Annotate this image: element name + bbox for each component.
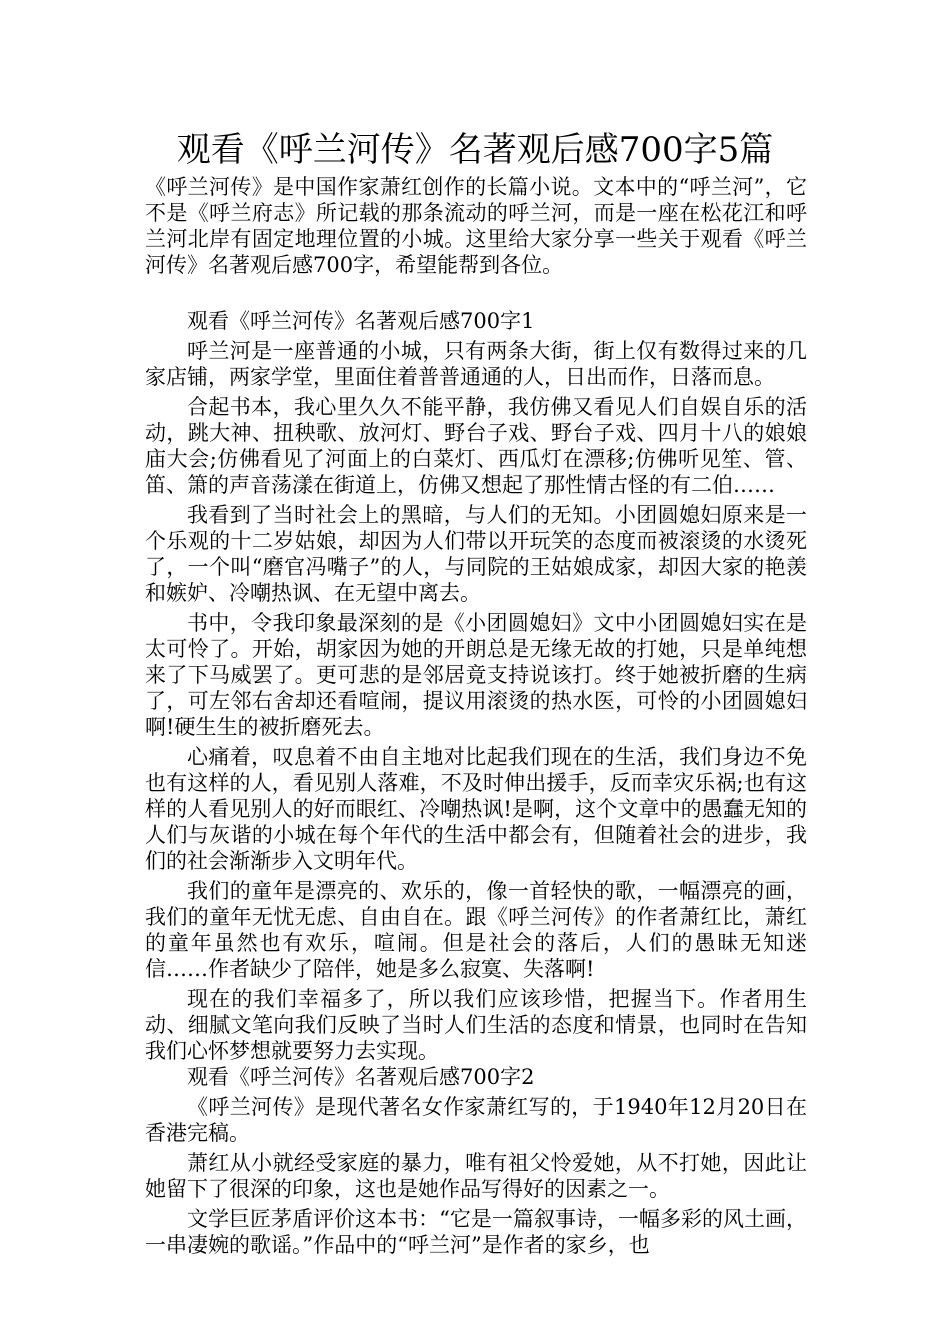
section-heading: 观看《呼兰河传》名著观后感700字2 bbox=[187, 1065, 535, 1089]
body-paragraph: 书中，令我印象最深刻的是《小团圆媳妇》文中小团圆媳妇实在是太可怜了。开始，胡家因为她的开朗总是无缘无故的打她，只是单纯想来了下马威罢了。更可悲的是邻居竟支持说该打。终于她被折磨的生病了，可左邻右舍却还看喧闹，提议用滚烫的热水医，可怜的小团圆媳妇啊!硬生生的被折磨死去。 bbox=[145, 611, 807, 739]
body-paragraph: 文学巨匠茅盾评价这本书：“它是一篇叙事诗，一幅多彩的风土画，一串凄婉的歌谣。”作品中的“呼兰河”是作者的家乡，也 bbox=[145, 1207, 807, 1257]
body-paragraph: 我们的童年是漂亮的、欢乐的，像一首轻快的歌，一幅漂亮的画，我们的童年无忧无虑、自由自在。跟《呼兰河传》的作者萧红比，萧红的童年虽然也有欢乐，喧闹。但是社会的落后，人们的愚昧无知迷信……作者缺少了陪伴，她是多么寂寞、失落啊! bbox=[145, 879, 807, 981]
body-paragraph: 《呼兰河传》是现代著名女作家萧红写的，于1940年12月20日在香港完稿。 bbox=[145, 1095, 807, 1145]
body-paragraph: 合起书本，我心里久久不能平静，我仿佛又看见人们自娱自乐的活动，跳大神、扭秧歌、放河灯、野台子戏、野台子戏、四月十八的娘娘庙大会;仿佛看见了河面上的白菜灯、西瓜灯在漂移;仿佛听见笙、管、笛、箫的声音荡漾在街道上，仿佛又想起了那性情古怪的有二伯…… bbox=[145, 395, 807, 497]
document-title: 观看《呼兰河传》名著观后感700字5篇 bbox=[176, 130, 774, 170]
body-paragraph: 我看到了当时社会上的黑暗，与人们的无知。小团圆媳妇原来是一个乐观的十二岁姑娘，却因为人们带以开玩笑的态度而被滚烫的水烫死了，一个叫“磨官冯嘴子”的人，与同院的王姑娘成家，却因大家的艳羡和嫉妒、冷嘲热讽、在无望中离去。 bbox=[145, 503, 807, 605]
body-paragraph: 萧红从小就经受家庭的暴力，唯有祖父怜爱她，从不打她，因此让她留下了很深的印象，这也是她作品写得好的因素之一。 bbox=[145, 1151, 807, 1201]
essay-section-2 bbox=[145, 1064, 807, 1258]
section-heading: 观看《呼兰河传》名著观后感700字1 bbox=[187, 309, 535, 333]
intro-paragraph: 《呼兰河传》是中国作家萧红创作的长篇小说。文本中的“呼兰河”，它不是《呼兰府志》所记载的那条流动的呼兰河，而是一座在松花江和呼兰河北岸有固定地理位置的小城。这里给大家分享一些关于观看《呼兰河传》名著观后感700字，希望能帮到各位。 bbox=[145, 175, 807, 277]
body-paragraph: 呼兰河是一座普通的小城，只有两条大街，街上仅有数得过来的几家店铺，两家学堂，里面住着普普通通的人，日出而作，日落而息。 bbox=[145, 339, 807, 389]
section-spacer bbox=[145, 278, 807, 308]
body-paragraph: 现在的我们幸福多了，所以我们应该珍惜，把握当下。作者用生动、细腻文笔向我们反映了当时人们生活的态度和情景，也同时在告知我们心怀梦想就要努力去实现。 bbox=[145, 987, 807, 1063]
document-body bbox=[145, 174, 807, 1258]
essay-section-1 bbox=[145, 308, 807, 1064]
body-paragraph: 心痛着，叹息着不由自主地对比起我们现在的生活，我们身边不免也有这样的人，看见别人落难，不及时伸出援手，反而幸灾乐祸;也有这样的人看见别人的好而眼红、冷嘲热讽!是啊，这个文章中的愚蠢无知的人们与灰谐的小城在每个年代的生活中都会有，但随着社会的进步，我们的社会渐渐步入文明年代。 bbox=[145, 745, 807, 873]
